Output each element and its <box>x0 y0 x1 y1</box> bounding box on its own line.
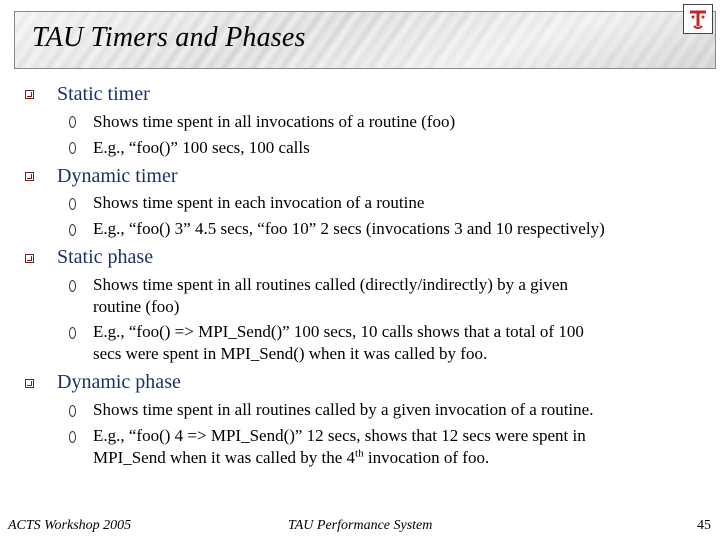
list-item-line: Shows time spent in all routines called (directly/indirectly) by a given <box>93 275 568 294</box>
circle-bullet-icon <box>69 116 76 128</box>
circle-bullet-icon <box>69 198 76 210</box>
slide-title: TAU Timers and Phases <box>32 22 306 53</box>
list-item-line: secs were spent in MPI_Send() when it was called by foo. <box>93 344 488 363</box>
footer-center: TAU Performance System <box>288 518 433 533</box>
ordinal-suffix: th <box>355 447 364 460</box>
list-item <box>93 425 586 469</box>
section-heading: Static timer <box>57 83 150 105</box>
list-item: Shows time spent in all invocations of a routine (foo) <box>93 112 456 131</box>
square-bullet-icon <box>25 172 34 181</box>
list-item-line: E.g., “foo() 4 => MPI_Send()” 12 secs, shows that 12 secs were spent in <box>93 426 586 445</box>
footer-left: ACTS Workshop 2005 <box>8 518 132 533</box>
section-heading: Dynamic phase <box>57 371 181 393</box>
list-item <box>93 274 568 318</box>
list-item <box>93 321 584 365</box>
circle-bullet-icon <box>69 142 76 154</box>
circle-bullet-icon <box>69 224 76 236</box>
list-item-line: E.g., “foo() => MPI_Send()” 100 secs, 10 calls shows that a total of 100 <box>93 322 584 341</box>
list-item-line: routine (foo) <box>93 297 180 316</box>
circle-bullet-icon <box>69 431 76 443</box>
section-heading: Dynamic timer <box>57 165 178 187</box>
list-item-line: MPI_Send when it was called by the 4 <box>93 448 356 467</box>
circle-bullet-icon <box>69 280 76 292</box>
list-item: Shows time spent in each invocation of a routine <box>93 193 425 212</box>
page-number: 45 <box>697 518 711 533</box>
list-item: Shows time spent in all routines called by a given invocation of a routine. <box>93 400 594 419</box>
circle-bullet-icon <box>69 405 76 417</box>
list-item-line: invocation of foo. <box>363 448 490 467</box>
circle-bullet-icon <box>69 327 76 339</box>
square-bullet-icon <box>25 379 34 388</box>
tau-logo-icon <box>683 4 713 34</box>
list-item: E.g., “foo()” 100 secs, 100 calls <box>93 138 310 157</box>
section-heading: Static phase <box>57 246 154 268</box>
list-item: E.g., “foo() 3” 4.5 secs, “foo 10” 2 secs (invocations 3 and 10 respectively) <box>93 219 605 238</box>
square-bullet-icon <box>25 90 34 99</box>
square-bullet-icon <box>25 254 34 263</box>
